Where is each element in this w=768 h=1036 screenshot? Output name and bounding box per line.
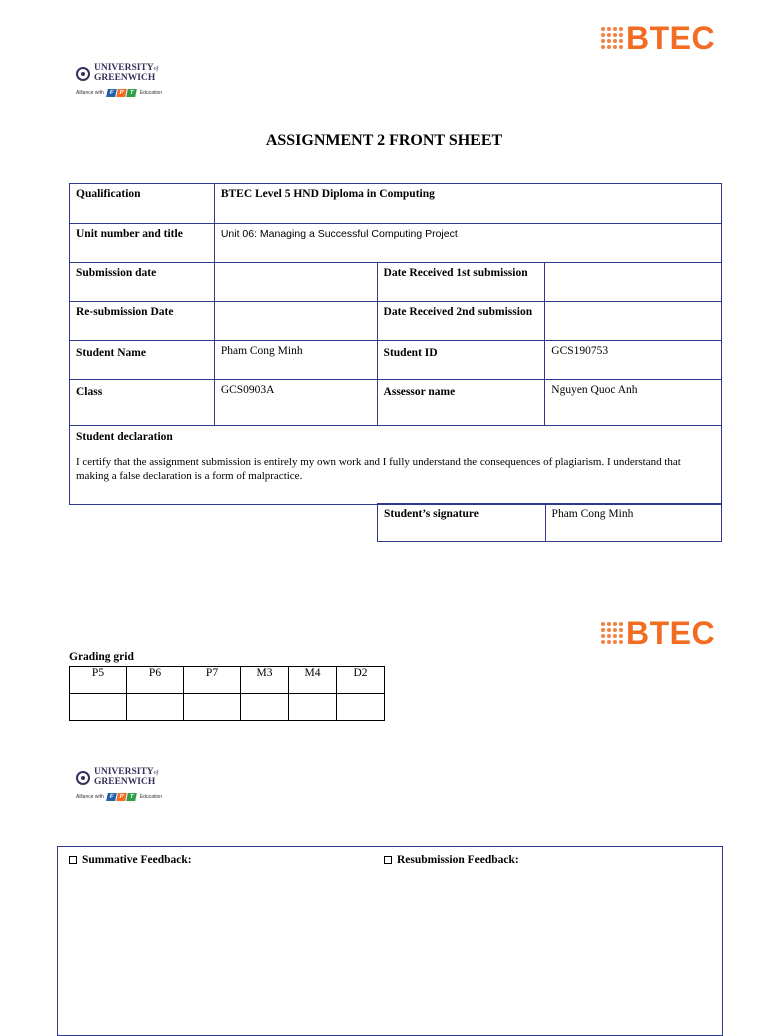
class-value: GCS0903A — [214, 380, 377, 426]
university-crest-icon — [76, 771, 90, 785]
declaration-text: I certify that the assignment submission is entirely my own work and I fully understand the consequences of plagiarism. I understand that making a false declaration is a form of malpractice. — [76, 456, 681, 482]
qualification-label: Qualification — [70, 184, 215, 224]
btec-dots-icon — [601, 622, 623, 644]
alliance-text: Alliance with — [76, 794, 104, 800]
resubmission-feedback-label — [384, 854, 519, 866]
university-name-of: of — [153, 770, 159, 776]
feedback-box — [57, 846, 723, 1036]
assessor-value: Nguyen Quoc Anh — [545, 380, 722, 426]
education-text: Education — [139, 794, 163, 800]
declaration-cell — [70, 426, 722, 505]
assessor-label: Assessor name — [377, 380, 545, 426]
resubmission-date-field[interactable] — [214, 302, 377, 341]
grade-cell-p5[interactable] — [70, 694, 127, 721]
date-received-1-field[interactable] — [545, 263, 722, 302]
unit-label: Unit number and title — [70, 224, 215, 263]
page-title: ASSIGNMENT 2 FRONT SHEET — [265, 132, 503, 149]
submission-date-label: Submission date — [70, 263, 215, 302]
resubmission-date-label: Re-submission Date — [70, 302, 215, 341]
grade-cell-p6[interactable] — [127, 694, 184, 721]
grade-cell-m3[interactable] — [241, 694, 289, 721]
summative-feedback-text: Summative Feedback: — [82, 854, 192, 866]
fpt-logo: F P T — [107, 89, 137, 97]
signature-table — [377, 503, 722, 542]
btec-dots-icon — [601, 27, 623, 49]
signature-value: Pham Cong Minh — [545, 504, 721, 542]
university-name-of: of — [153, 66, 159, 72]
university-name-line2: GREENWICH — [94, 73, 156, 83]
summative-checkbox-icon[interactable] — [69, 856, 77, 864]
alliance-text: Alliance with — [76, 90, 104, 96]
grade-header-p6: P6 — [127, 667, 184, 694]
grade-header-m4: M4 — [289, 667, 337, 694]
grade-header-p7: P7 — [184, 667, 241, 694]
front-sheet-table — [69, 183, 722, 505]
grade-header-d2: D2 — [337, 667, 385, 694]
university-name-line1: UNIVERSITY — [94, 767, 154, 777]
resubmission-checkbox-icon[interactable] — [384, 856, 392, 864]
date-received-1-label: Date Received 1st submission — [377, 263, 545, 302]
grading-grid-label: Grading grid — [69, 651, 134, 663]
student-id-label: Student ID — [377, 341, 545, 380]
btec-logo-text: BTEC — [626, 20, 716, 56]
declaration-title: Student declaration — [76, 431, 173, 443]
grade-cell-p7[interactable] — [184, 694, 241, 721]
signature-label: Student’s signature — [378, 504, 546, 542]
resubmission-feedback-text: Resubmission Feedback: — [397, 854, 519, 866]
qualification-value: BTEC Level 5 HND Diploma in Computing — [214, 184, 721, 224]
student-name-label: Student Name — [70, 341, 215, 380]
btec-logo — [601, 22, 715, 54]
university-name-line1: UNIVERSITY — [94, 63, 154, 73]
university-name-line2: GREENWICH — [94, 777, 156, 787]
university-crest-icon — [76, 67, 90, 81]
university-logo — [76, 64, 196, 97]
university-logo-secondary — [76, 768, 196, 801]
btec-logo-secondary — [601, 617, 715, 649]
grade-cell-m4[interactable] — [289, 694, 337, 721]
grading-grid — [69, 666, 385, 721]
date-received-2-field[interactable] — [545, 302, 722, 341]
class-label: Class — [70, 380, 215, 426]
submission-date-field[interactable] — [214, 263, 377, 302]
student-name-value: Pham Cong Minh — [214, 341, 377, 380]
btec-logo-text: BTEC — [626, 615, 716, 651]
grade-header-m3: M3 — [241, 667, 289, 694]
date-received-2-label: Date Received 2nd submission — [377, 302, 545, 341]
student-id-value: GCS190753 — [545, 341, 722, 380]
grade-cell-d2[interactable] — [337, 694, 385, 721]
education-text: Education — [139, 90, 163, 96]
grade-header-p5: P5 — [70, 667, 127, 694]
unit-value: Unit 06: Managing a Successful Computing Project — [214, 224, 721, 263]
fpt-logo: F P T — [107, 793, 137, 801]
summative-feedback-label — [69, 854, 192, 866]
